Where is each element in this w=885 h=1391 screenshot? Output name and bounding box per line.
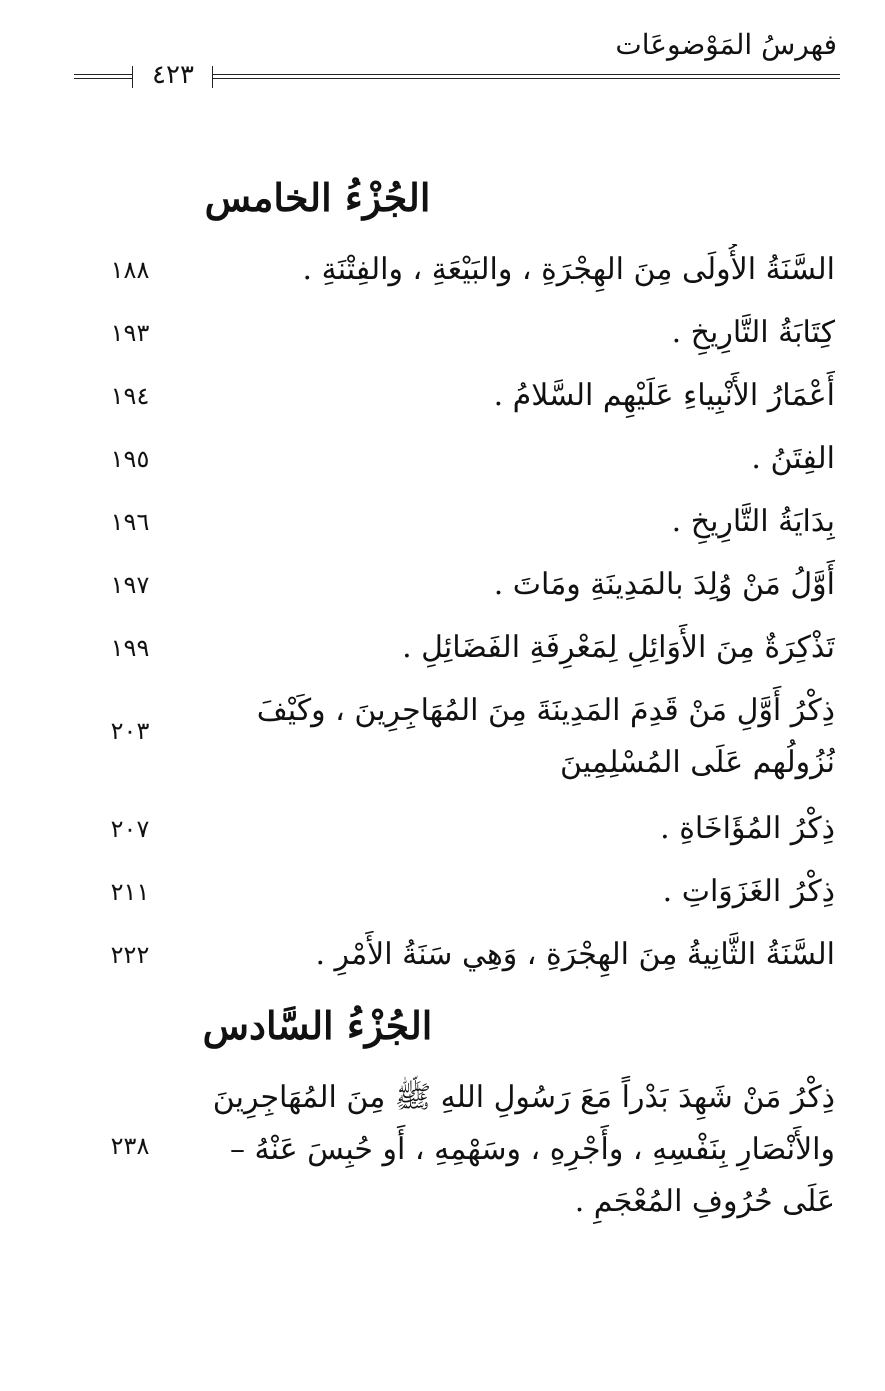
entry-title: السَّنَةُ الثَّانِيةُ مِنَ الهِجْرَةِ ، وَهِي سَنَةُ الأَمْرِ . xyxy=(315,937,835,972)
entry-title: الفِتَنُ . xyxy=(751,441,835,476)
entry-page-number: ١٩٩ xyxy=(110,634,150,662)
entry-title: أَوَّلُ مَنْ وُلِدَ بالمَدِينَةِ ومَاتَ . xyxy=(493,567,835,602)
page-number: ٤٢٣ xyxy=(152,60,194,90)
entry-title: ذِكْرُ الغَزَوَاتِ . xyxy=(662,874,835,909)
header-rule xyxy=(212,74,840,79)
entry-page-number: ٢٠٧ xyxy=(110,815,150,843)
header-rule-tick xyxy=(212,66,213,88)
entry-page-number: ١٩٦ xyxy=(110,508,150,536)
entry-title: ذِكْرُ مَنْ شَهِدَ بَدْراً مَعَ رَسُولِ اللهِ ﷺ مِنَ المُهَاجِرِينَ والأَنْصَارِ بِنَفْسِهِ ، وأَجْرِهِ ، وسَهْمِهِ ، أَو حُبِسَ عَنْهُ – عَلَى حُرُوفِ المُعْجَمِ . xyxy=(212,1080,835,1219)
entry-page-number: ١٩٣ xyxy=(110,319,150,347)
entry-page-number: ١٩٧ xyxy=(110,571,150,599)
entry-title: كِتَابَةُ التَّارِيخِ . xyxy=(671,315,835,350)
entry-title: تَذْكِرَةٌ مِنَ الأَوَائِلِ لِمَعْرِفَةِ الفَضَائِلِ . xyxy=(402,630,835,665)
toc-entry xyxy=(0,490,885,553)
entry-page-number: ٢٣٨ xyxy=(110,1132,150,1160)
section-title: الجُزْءُ الخامس xyxy=(204,175,431,220)
entry-page-number: ١٩٥ xyxy=(110,445,150,473)
entry-title: ذِكْرُ المُؤَاخَاةِ . xyxy=(660,811,835,846)
toc-entry xyxy=(0,364,885,427)
entry-page-number: ٢٠٣ xyxy=(110,717,150,745)
toc-entry xyxy=(0,301,885,364)
toc-entry xyxy=(0,238,885,301)
entry-page-number: ٢٢٢ xyxy=(110,941,150,969)
entry-title: ذِكْرُ أَوَّلِ مَنْ قَدِمَ المَدِينَةَ مِنَ المُهَاجِرِينَ ، وكَيْفَ نُزُولُهم عَلَى المُسْلِمِينَ xyxy=(256,693,835,780)
toc-entry xyxy=(0,797,885,860)
header-title: فهرسُ المَوْضوعَات xyxy=(615,28,837,61)
toc-entry xyxy=(0,860,885,923)
header-rule-tick xyxy=(132,66,133,88)
entry-title: أَعْمَارُ الأَنْبِياءِ عَلَيْهِم السَّلامُ . xyxy=(493,378,835,413)
entry-page-number: ١٩٤ xyxy=(110,382,150,410)
toc-entry xyxy=(0,553,885,616)
section-title: الجُزْءُ السَّادس xyxy=(202,1003,433,1048)
header-rule-left xyxy=(74,74,132,79)
toc-entry xyxy=(0,923,885,986)
entry-title: بِدَايَةُ التَّارِيخِ . xyxy=(671,504,835,539)
toc-entry xyxy=(0,427,885,490)
entry-page-number: ١٨٨ xyxy=(110,256,150,284)
entry-title: السَّنَةُ الأُولَى مِنَ الهِجْرَةِ ، والبَيْعَةِ ، والفِتْنَةِ . xyxy=(302,252,835,287)
toc-entry xyxy=(0,679,885,797)
table-of-contents xyxy=(0,158,885,1236)
toc-entry xyxy=(0,1066,885,1236)
toc-entry xyxy=(0,616,885,679)
entry-page-number: ٢١١ xyxy=(110,878,150,906)
